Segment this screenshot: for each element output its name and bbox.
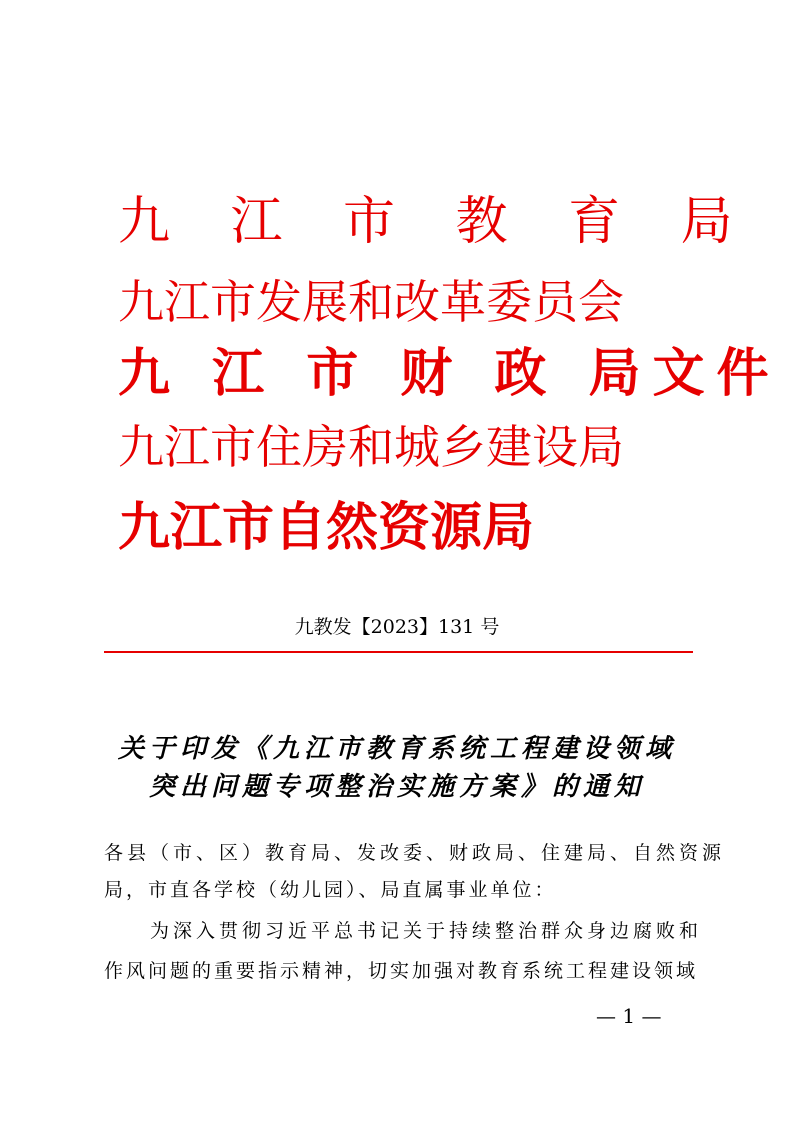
- issuer-education-bureau: 九 江 市 教 育 局: [118, 192, 755, 252]
- issuer-development-reform-commission: 九江市发展和改革委员会: [118, 275, 624, 329]
- page-number: — 1 —: [596, 1004, 662, 1028]
- issuer-housing-construction-bureau: 九江市住房和城乡建设局: [118, 420, 624, 474]
- document-title-line-2: 突出问题专项整治实施方案》的通知: [148, 772, 645, 802]
- document-title-line-1: 关于印发《九江市教育系统工程建设领域: [117, 734, 676, 764]
- body-paragraph-line-1: 为深入贯彻习近平总书记关于持续整治群众身边腐败和: [150, 920, 703, 942]
- body-paragraph-line-2: 作风问题的重要指示精神，切实加强对教育系统工程建设领域: [104, 960, 699, 982]
- issuer-natural-resources-bureau: 九江市自然资源局: [118, 498, 535, 558]
- document-number: 九教发【2023】131 号: [294, 616, 500, 638]
- addressee-line-2: 局，市直各学校（幼儿园）、局直属事业单位：: [104, 879, 557, 901]
- red-divider-line: [104, 651, 693, 653]
- addressee-line-1: 各县（市、区）教育局、发改委、财政局、住建局、自然资源: [104, 842, 726, 864]
- issuer-finance-bureau-document: 九 江 市 财 政 局文件: [118, 344, 781, 404]
